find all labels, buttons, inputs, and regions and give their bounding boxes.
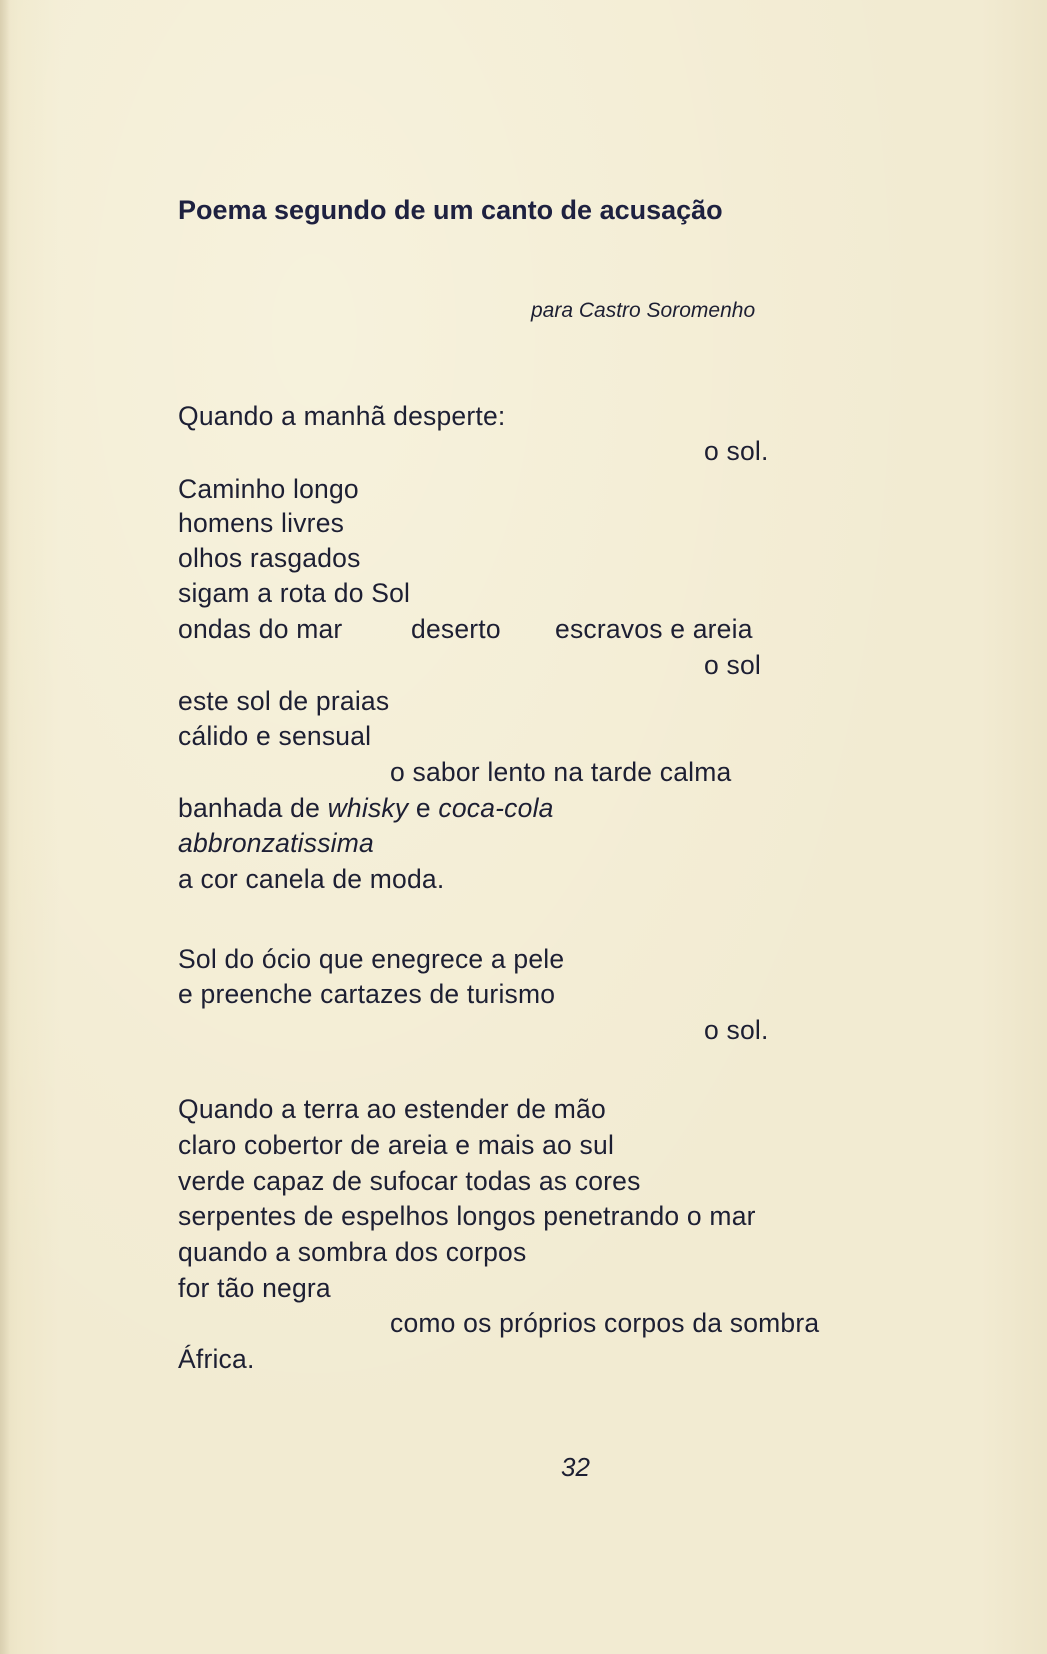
poem-line-italic-whisky: whisky — [327, 793, 409, 823]
poem-line: o sol. — [704, 436, 769, 466]
page-gutter-shadow — [0, 0, 10, 1654]
poem-line: este sol de praias — [178, 686, 390, 716]
poem-line-text: e — [408, 793, 439, 823]
poem-line: Sol do ócio que enegrece a pele — [178, 944, 565, 974]
poem-line: Caminho longo — [178, 474, 359, 504]
poem-line: homens livres — [178, 508, 345, 538]
poem-line-italic: abbronzatissima — [178, 828, 374, 858]
poem-line: verde capaz de sufocar todas as cores — [178, 1166, 641, 1196]
poem-line: escravos e areia — [555, 614, 753, 644]
poem-line: e preenche cartazes de turismo — [178, 979, 556, 1009]
poem-line: deserto — [411, 614, 501, 644]
poem-title: Poema segundo de um canto de acusação — [178, 195, 723, 225]
poem-line — [178, 791, 554, 825]
poem-line: quando a sombra dos corpos — [178, 1237, 527, 1267]
poem-line: Quando a terra ao estender de mão — [178, 1094, 606, 1124]
poem-line: cálido e sensual — [178, 721, 372, 751]
poem-line: claro cobertor de areia e mais ao sul — [178, 1130, 615, 1160]
poem-line: olhos rasgados — [178, 543, 361, 573]
poem-line: a cor canela de moda. — [178, 864, 445, 894]
poem-line-text: banhada de — [178, 793, 328, 823]
poem-line: Quando a manhã desperte: — [178, 401, 506, 431]
poem-line: o sabor lento na tarde calma — [390, 757, 732, 787]
poem-line-italic-coca-cola: coca-cola — [438, 793, 554, 823]
poem-line: ondas do mar — [178, 614, 343, 644]
poem-line: serpentes de espelhos longos penetrando o mar — [178, 1201, 756, 1231]
poem-dedication: para Castro Soromenho — [531, 299, 756, 322]
poem-line: o sol. — [704, 1015, 769, 1045]
poem-line: sigam a rota do Sol — [178, 578, 411, 608]
poem-line: como os próprios corpos da sombra — [390, 1308, 820, 1338]
poem-line: for tão negra — [178, 1273, 331, 1303]
page-number: 32 — [561, 1452, 590, 1482]
poem-line: África. — [178, 1344, 255, 1374]
poem-line: o sol — [704, 650, 761, 680]
